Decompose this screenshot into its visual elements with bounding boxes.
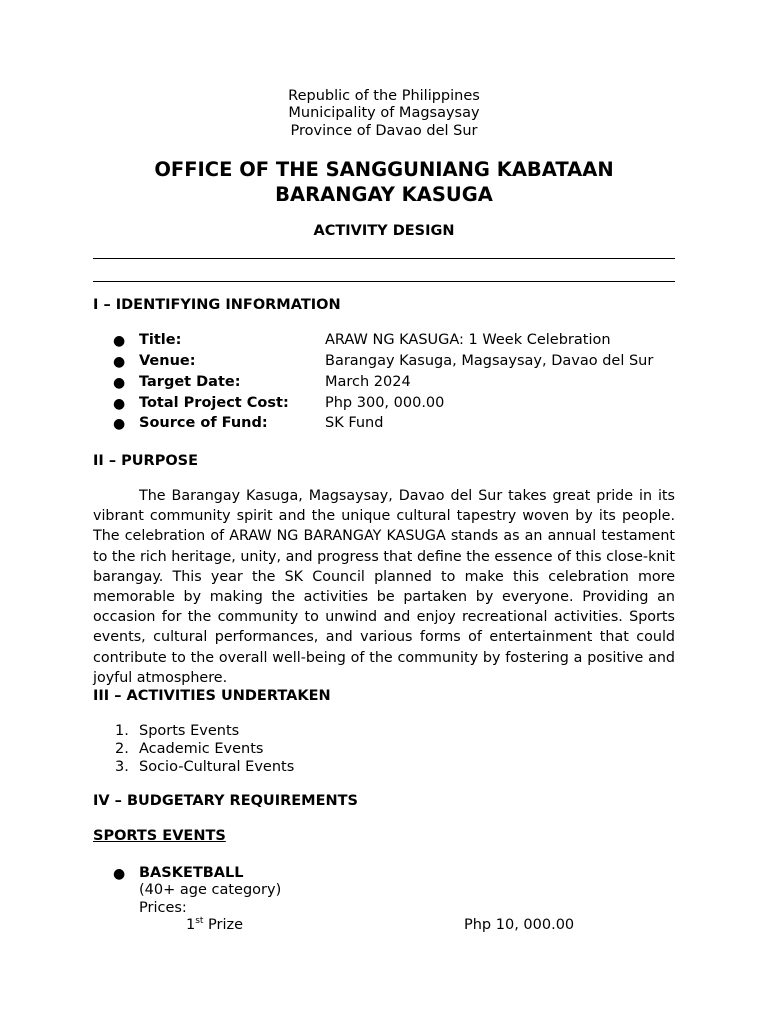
info-label: Total Project Cost: [139,395,289,411]
list-number: 2. [115,741,129,757]
info-value: Barangay Kasuga, Magsaysay, Davao del Sur [325,353,654,369]
office-title: OFFICE OF THE SANGGUNIANG KABATAAN [154,158,614,181]
section-purpose-heading: II – PURPOSE [93,453,199,469]
prize-suffix: st [195,916,204,927]
header-province: Province of Davao del Sur [290,123,478,139]
divider-bottom [93,281,675,282]
prize-label [186,917,243,933]
prices-label: Prices: [139,900,187,916]
barangay-title: BARANGAY KASUGA [275,183,493,206]
section-identifying-heading: I – IDENTIFYING INFORMATION [93,297,341,313]
list-number: 1. [115,723,129,739]
purpose-paragraph: The Barangay Kasuga, Magsaysay, Davao del Sur takes great pride in its vibrant community spirit and the unique cultural tapestry woven by its people. The celebration of ARAW NG BARANGAY KASUGA stands as an annual testament to the rich heritage, unity, and progress that define the essence of this close-knit barangay. This year the SK Council planned to make this celebration more memorable by making the activities be partaken by everyone. Providing an occasion for the community to unwind and enjoy recreational activities. Sports events, cultural performances, and various forms of entertainment that could contribute to the overall well-being of the community by fostering a positive and joyful atmosphere. [93,488,675,686]
prize-rank: 1 [186,917,196,933]
header-municipality: Municipality of Magsaysay [288,105,480,121]
info-value: March 2024 [325,374,411,390]
info-label: Source of Fund: [139,415,268,431]
list-item: Sports Events [139,723,240,739]
info-label: Title: [139,332,182,348]
info-label: Venue: [139,353,196,369]
sports-events-heading: SPORTS EVENTS [93,828,226,844]
bullet-icon: ● [113,416,126,432]
header-country: Republic of the Philippines [288,88,480,104]
section-activities-heading: III – ACTIVITIES UNDERTAKEN [93,688,331,704]
bullet-icon: ● [113,375,126,391]
event-category: (40+ age category) [139,882,282,898]
list-item: Academic Events [139,741,264,757]
bullet-icon: ● [113,354,126,370]
prize-amount: Php 10, 000.00 [464,917,575,933]
list-item: Socio-Cultural Events [139,759,295,775]
bullet-icon: ● [113,866,126,882]
section-budget-heading: IV – BUDGETARY REQUIREMENTS [93,793,358,809]
info-value: ARAW NG KASUGA: 1 Week Celebration [325,332,611,348]
info-value: Php 300, 000.00 [325,395,445,411]
bullet-icon: ● [113,396,126,412]
document-title: ACTIVITY DESIGN [313,223,455,239]
bullet-icon: ● [113,333,126,349]
event-name: BASKETBALL [139,865,244,881]
list-number: 3. [115,759,129,775]
info-label: Target Date: [139,374,241,390]
prize-word: Prize [203,917,244,933]
divider-top [93,258,675,259]
info-value: SK Fund [325,415,384,431]
